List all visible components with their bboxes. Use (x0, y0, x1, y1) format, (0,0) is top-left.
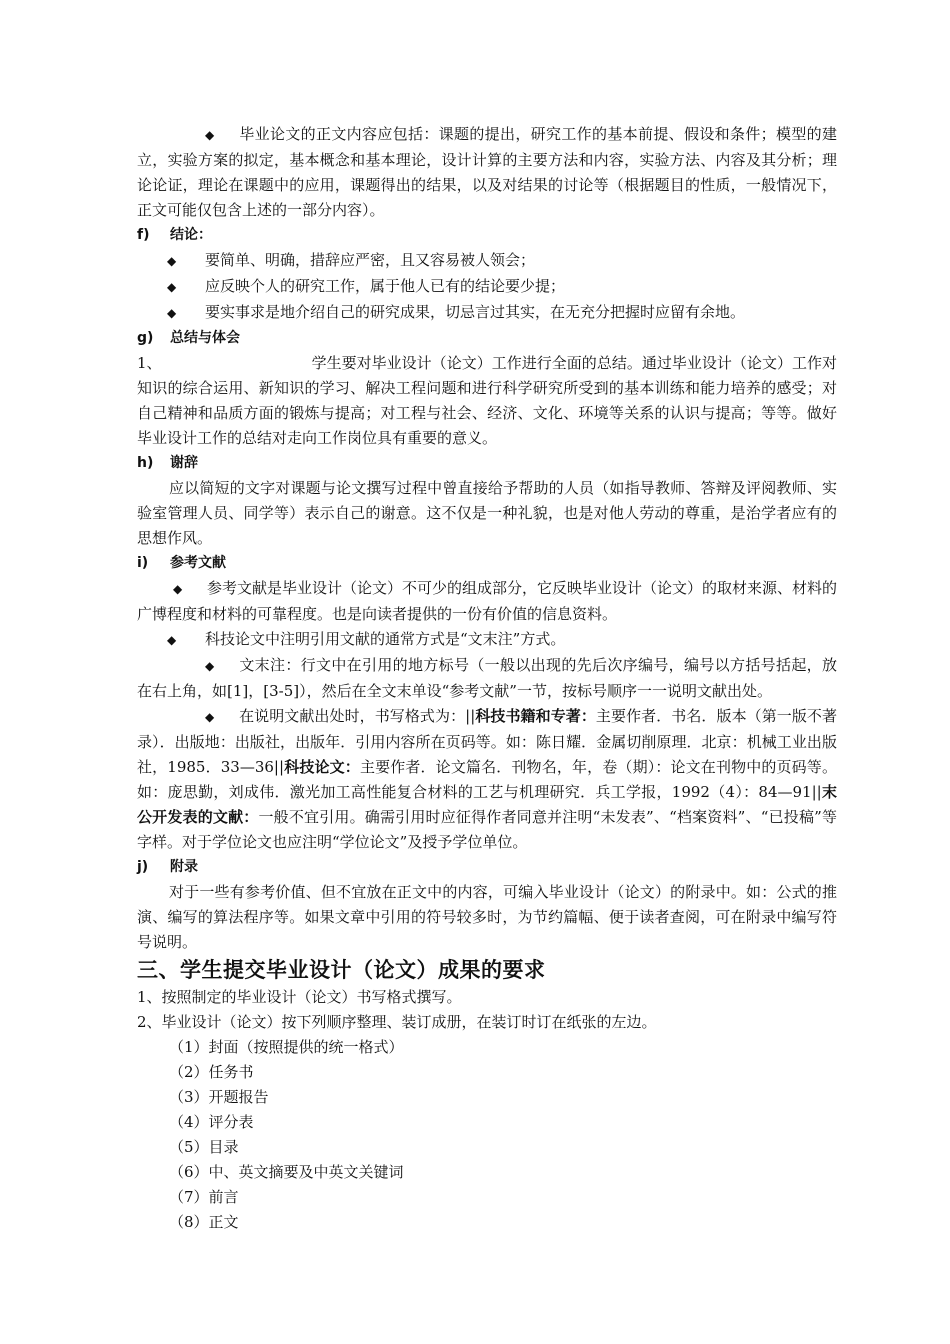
section-j-heading (137, 855, 837, 880)
format-text-papers: 主要作者．论文篇名．刊物名，年，卷（期）：论文在刊物中的页码等。如：庞思勤，刘成伟．激光加工高性能复合材料的工艺与机理研究．兵工学报，1992（4）：84—91|| (137, 758, 837, 801)
binding-order-item: （1）封面（按照提供的统一格式） (169, 1038, 404, 1056)
bullet-text: 应反映个人的研究工作，属于他人已有的结论要少提； (205, 277, 566, 295)
binding-order-item: （6）中、英文摘要及中英文关键词 (169, 1163, 404, 1181)
section-f-heading (137, 223, 837, 248)
section-g-title: 总结与体会 (170, 330, 240, 346)
diamond-bullet-icon: ◆ (167, 280, 177, 294)
format-text-unpublished: 一般不宜引用。确需引用时应征得作者同意并注明“未发表”、“档案资料”、“已投稿”等字样。对于学位论文也应注明“学位论文”及授予学位单位。 (137, 808, 837, 851)
section-f-bullet-3 (137, 300, 837, 326)
diamond-bullet-icon: ◆ (173, 582, 183, 596)
part-3-item-1: 1、按照制定的毕业设计（论文）书写格式撰写。 (137, 988, 462, 1006)
section-j-title: 附录 (170, 859, 198, 875)
binding-order-item: （7）前言 (169, 1188, 239, 1206)
section-f-title: 结论： (170, 227, 212, 243)
diamond-bullet-icon: ◆ (167, 633, 177, 647)
section-i-bullet-3 (137, 653, 837, 704)
format-label-papers: 科技论文： (284, 758, 360, 776)
binding-order-item: （2）任务书 (169, 1063, 254, 1081)
part-3-item-2: 2、毕业设计（论文）按下列顺序整理、装订成册，在装订时订在纸张的左边。 (137, 1013, 657, 1031)
diamond-bullet-icon: ◆ (167, 306, 177, 320)
bullet-text: 文末注：行文中在引用的地方标号（一般以出现的先后次序编号，编号以方括号括起，放在右上角，如[1]，[3-5]），然后在全文末单设“参考文献”一节，按标号顺序一一说明文献出处。 (137, 656, 837, 700)
binding-order-item: （8）正文 (169, 1213, 239, 1231)
section-i-bullet-4 (137, 704, 837, 855)
diamond-bullet-icon: ◆ (167, 254, 177, 268)
format-label-books: 科技书籍和专著： (475, 707, 596, 725)
section-i-title: 参考文献 (170, 555, 226, 571)
section-i-bullet-1 (137, 576, 837, 627)
section-i-letter: i) (137, 555, 149, 571)
section-g-heading (137, 326, 837, 351)
section-g-paragraph (137, 351, 837, 451)
bullet-text: 要简单、明确，措辞应严密，且又容易被人领会； (205, 251, 536, 269)
binding-order-item: （5）目录 (169, 1138, 239, 1156)
section-f-bullet-2 (137, 274, 837, 300)
section-g-number: 1、 (137, 354, 162, 372)
section-i-heading (137, 551, 837, 576)
part-3-heading: 三、学生提交毕业设计（论文）成果的要求 (137, 958, 546, 982)
section-f-letter: f) (137, 227, 150, 243)
section-g-letter: g) (137, 330, 154, 346)
bullet-text: 参考文献是毕业设计（论文）不可少的组成部分，它反映毕业设计（论文）的取材来源、材料的广博程度和材料的可靠程度。也是向读者提供的一份有价值的信息资料。 (137, 579, 838, 623)
binding-order-item: （4）评分表 (169, 1113, 254, 1131)
section-h-paragraph: 应以简短的文字对课题与论文撰写过程中曾直接给予帮助的人员（如指导教师、答辩及评阅教师、实验室管理人员、同学等）表示自己的谢意。这不仅是一种礼貌，也是对他人劳动的尊重，是治学者应有的思想作风。 (137, 479, 837, 547)
section-h-title: 谢辞 (170, 455, 198, 471)
bullet-text: 要实事求是地介绍自己的研究成果，切忌言过其实，在无充分把握时应留有余地。 (205, 303, 746, 321)
section-h-letter: h) (137, 455, 154, 471)
document-page (137, 122, 837, 1235)
binding-order-item: （3）开题报告 (169, 1088, 269, 1106)
section-j-letter: j) (137, 859, 149, 875)
bullet-text: 在说明文献出处时，书写格式为：|| (239, 707, 476, 725)
intro-bullet-text: 毕业论文的正文内容应包括：课题的提出，研究工作的基本前提、假设和条件；模型的建立，实验方案的拟定，基本概念和基本理论，设计计算的主要方法和内容，实验方法、内容及其分析；理论论证，理论在课题中的应用，课题得出的结果，以及对结果的讨论等（根据题目的性质，一般情况下，正文可能仅包含上述的一部分内容）。 (137, 125, 837, 219)
section-j-paragraph: 对于一些有参考价值、但不宜放在正文中的内容，可编入毕业设计（论文）的附录中。如：公式的推演、编写的算法程序等。如果文章中引用的符号较多时，为节约篇幅、便于读者查阅，可在附录中编写符号说明。 (137, 883, 837, 951)
diamond-bullet-icon: ◆ (205, 710, 215, 724)
format-label-unpublished: 末公开发表的文献： (137, 783, 837, 826)
section-h-heading (137, 451, 837, 476)
format-text-books: 主要作者．书名．版本（第一版不著录）．出版地：出版社，出版年．引用内容所在页码等。如：陈日耀．金属切削原理．北京：机械工业出版社，1985．33—36|| (137, 707, 837, 776)
section-g-text: 学生要对毕业设计（论文）工作进行全面的总结。通过毕业设计（论文）工作对知识的综合运用、新知识的学习、解决工程问题和进行科学研究所受到的基本训练和能力培养的感受；对自己精神和品质方面的锻炼与提高；对工程与社会、经济、文化、环境等关系的认识与提高；等等。做好毕业设计工作的总结对走向工作岗位具有重要的意义。 (137, 354, 837, 447)
bullet-text: 科技论文中注明引用文献的通常方式是“文末注”方式。 (205, 630, 566, 648)
intro-bullet-paragraph (137, 122, 837, 223)
diamond-bullet-icon: ◆ (205, 128, 215, 142)
section-i-bullet-2 (137, 627, 837, 653)
diamond-bullet-icon: ◆ (205, 659, 215, 673)
section-f-bullet-1 (137, 248, 837, 274)
